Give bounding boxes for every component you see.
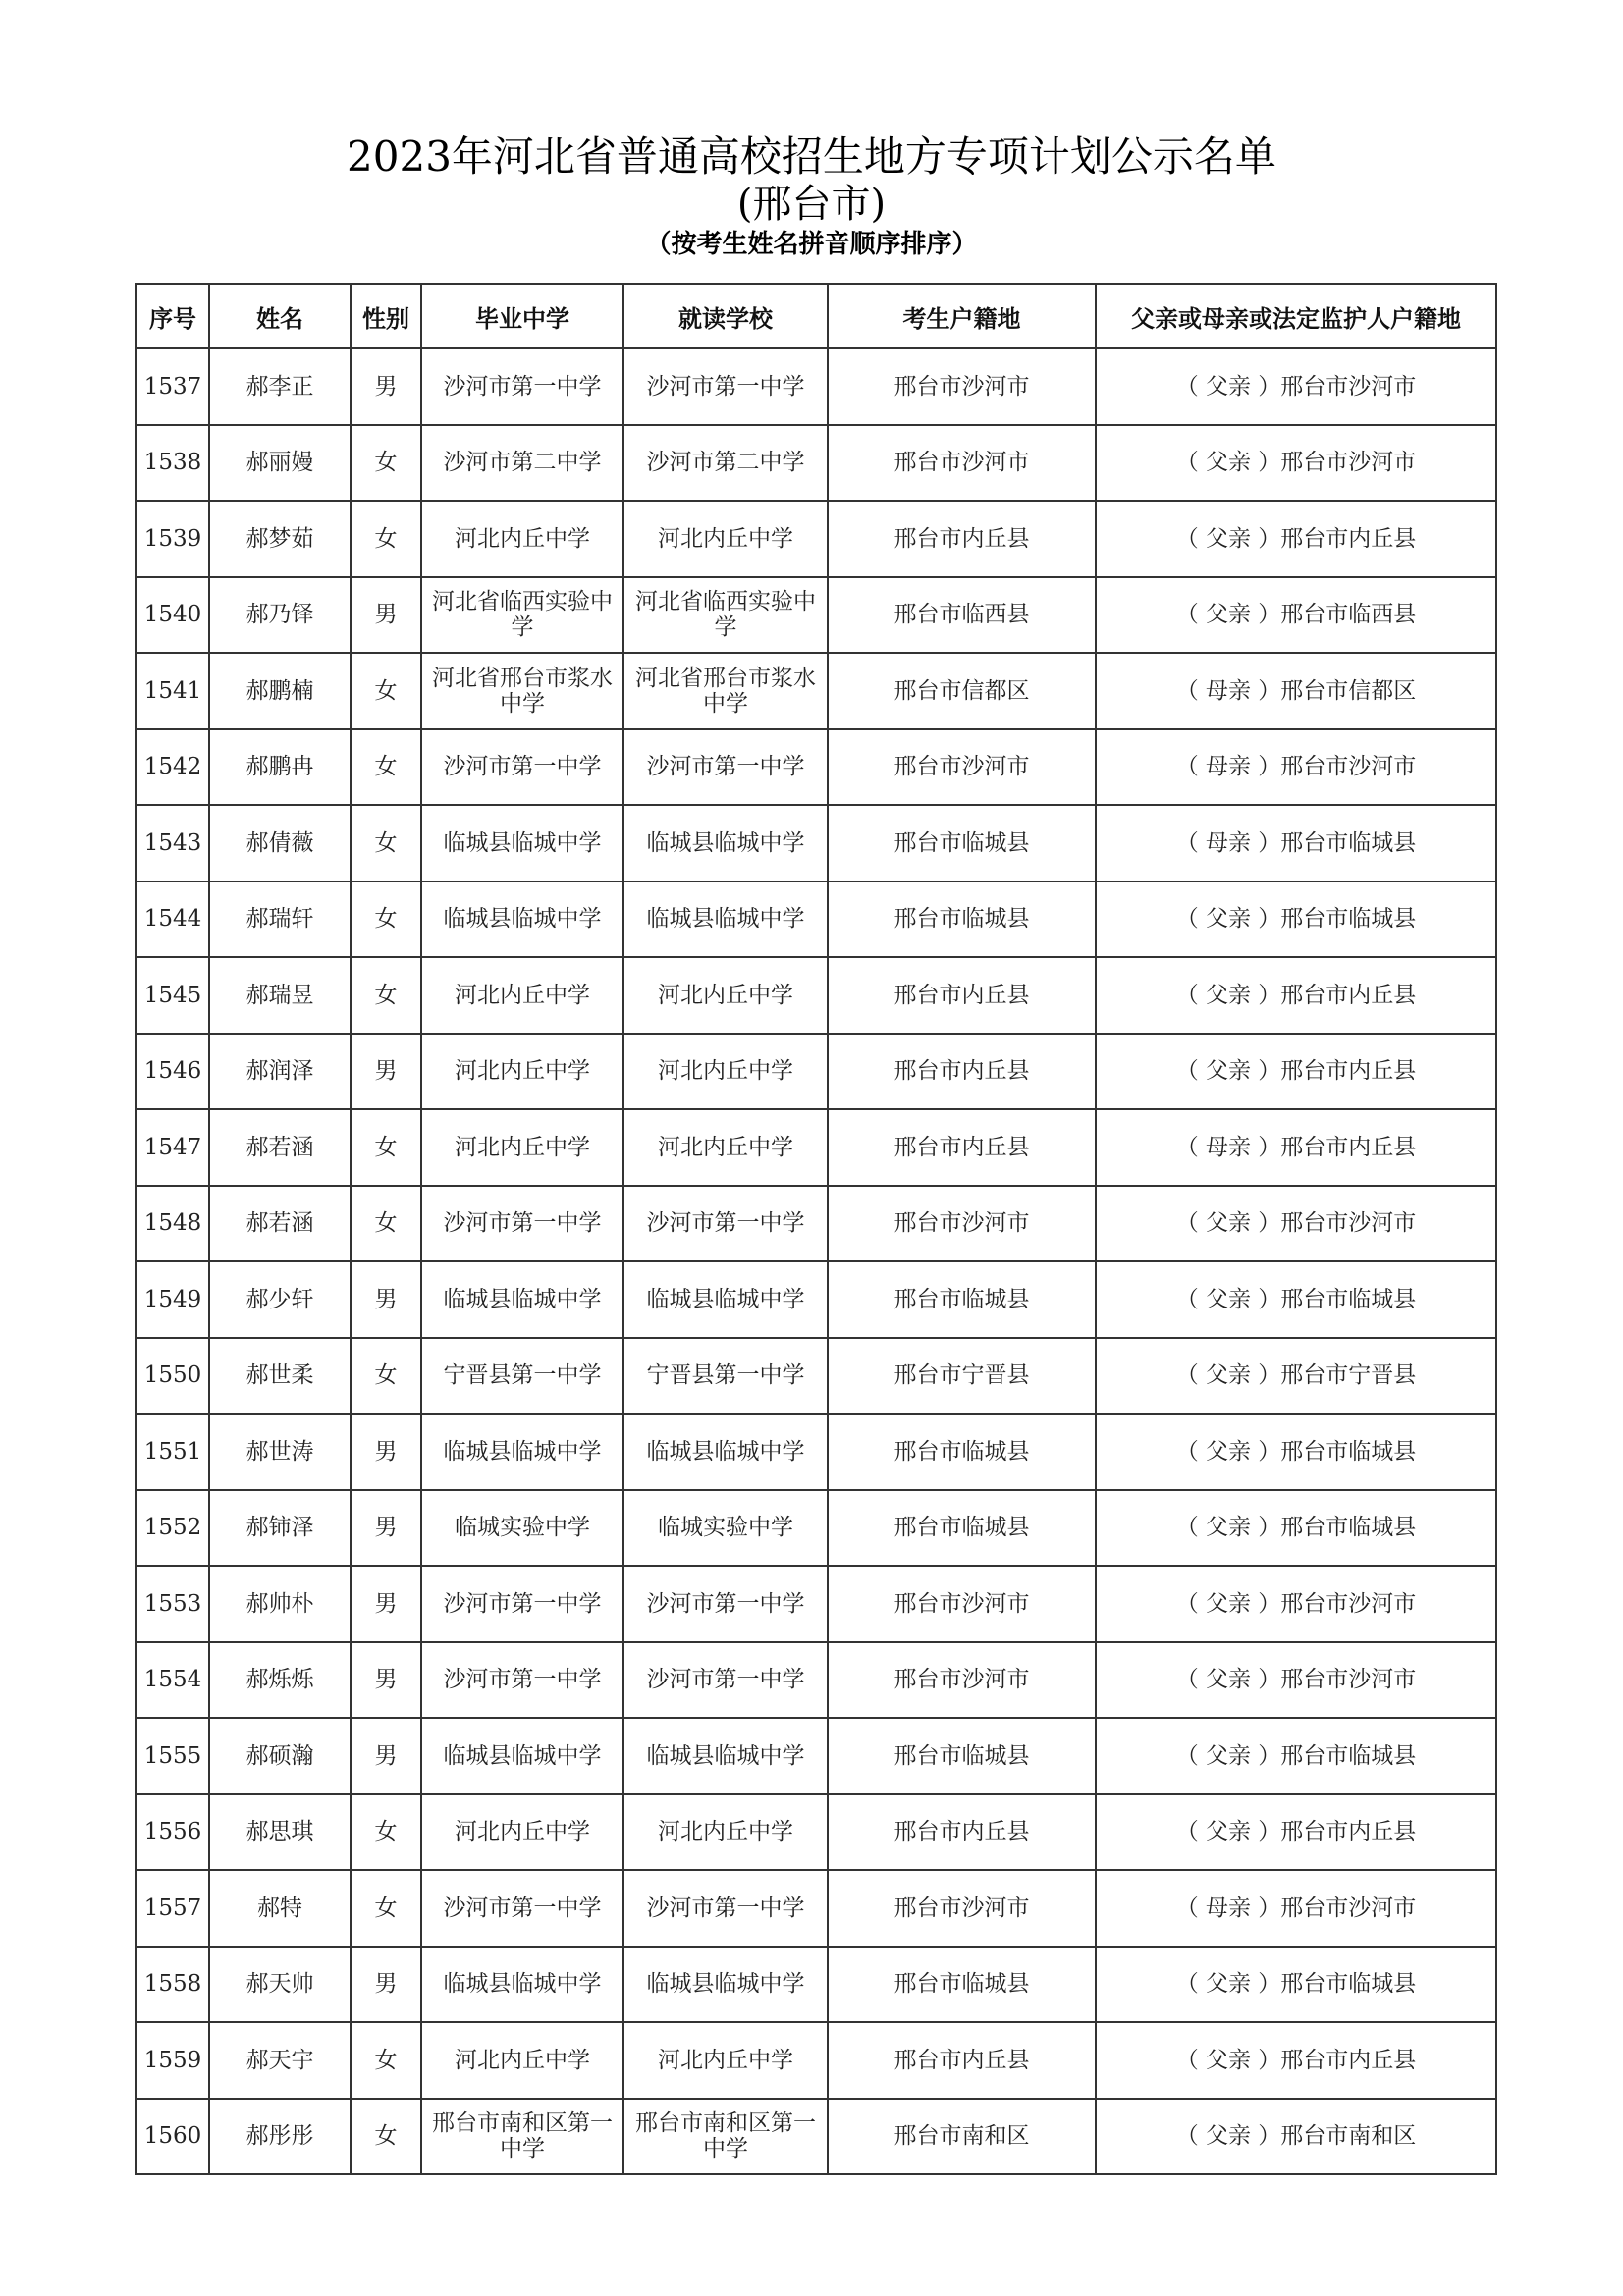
cell-number: 1546 (136, 1034, 209, 1110)
cell-residence: 邢台市内丘县 (828, 1109, 1096, 1186)
header-gender: 性别 (351, 284, 421, 348)
cell-guardian-residence: （ 父亲 ）邢台市临城县 (1096, 1947, 1496, 2023)
table-row (136, 729, 1496, 806)
cell-current-school: 沙河市第二中学 (623, 425, 828, 502)
cell-name: 郝乃铎 (209, 577, 351, 654)
cell-current-school: 沙河市第一中学 (623, 348, 828, 425)
cell-name: 郝瑞昱 (209, 957, 351, 1034)
table-row (136, 957, 1496, 1034)
table-row (136, 1947, 1496, 2023)
cell-gender: 女 (351, 2099, 421, 2175)
cell-residence: 邢台市临城县 (828, 805, 1096, 881)
cell-guardian-residence: （ 父亲 ）邢台市沙河市 (1096, 1642, 1496, 1719)
document-subtitle: (邢台市) (736, 182, 887, 227)
cell-residence: 邢台市沙河市 (828, 425, 1096, 502)
cell-gender: 女 (351, 425, 421, 502)
cell-guardian-residence: （ 父亲 ）邢台市内丘县 (1096, 2022, 1496, 2099)
cell-gender: 男 (351, 577, 421, 654)
table-row (136, 653, 1496, 729)
cell-residence: 邢台市临城县 (828, 1947, 1096, 2023)
table-row (136, 1338, 1496, 1415)
cell-graduation-school: 河北省临西实验中学 (421, 577, 623, 654)
cell-guardian-residence: （ 母亲 ）邢台市内丘县 (1096, 1109, 1496, 1186)
table-row (136, 2099, 1496, 2175)
header-current-school: 就读学校 (623, 284, 828, 348)
cell-current-school: 河北内丘中学 (623, 1794, 828, 1871)
cell-guardian-residence: （ 父亲 ）邢台市南和区 (1096, 2099, 1496, 2175)
cell-current-school: 沙河市第一中学 (623, 1642, 828, 1719)
cell-guardian-residence: （ 父亲 ）邢台市临城县 (1096, 1718, 1496, 1794)
cell-guardian-residence: （ 父亲 ）邢台市临城县 (1096, 1414, 1496, 1490)
cell-number: 1541 (136, 653, 209, 729)
cell-graduation-school: 沙河市第一中学 (421, 729, 623, 806)
cell-number: 1554 (136, 1642, 209, 1719)
cell-residence: 邢台市宁晋县 (828, 1338, 1096, 1415)
cell-guardian-residence: （ 父亲 ）邢台市沙河市 (1096, 1566, 1496, 1642)
cell-current-school: 临城县临城中学 (623, 881, 828, 958)
cell-graduation-school: 沙河市第一中学 (421, 1642, 623, 1719)
cell-name: 郝思琪 (209, 1794, 351, 1871)
cell-graduation-school: 临城县临城中学 (421, 1414, 623, 1490)
cell-name: 郝少轩 (209, 1261, 351, 1338)
table-header-row (136, 284, 1496, 348)
cell-number: 1555 (136, 1718, 209, 1794)
cell-graduation-school: 河北内丘中学 (421, 2022, 623, 2099)
table-row (136, 1490, 1496, 1567)
cell-guardian-residence: （ 父亲 ）邢台市内丘县 (1096, 957, 1496, 1034)
cell-current-school: 临城县临城中学 (623, 805, 828, 881)
table-row (136, 881, 1496, 958)
cell-guardian-residence: （ 父亲 ）邢台市沙河市 (1096, 348, 1496, 425)
table-row (136, 1109, 1496, 1186)
cell-current-school: 河北内丘中学 (623, 1109, 828, 1186)
cell-residence: 邢台市内丘县 (828, 2022, 1096, 2099)
cell-gender: 男 (351, 348, 421, 425)
table-row (136, 805, 1496, 881)
cell-gender: 女 (351, 1109, 421, 1186)
cell-gender: 女 (351, 729, 421, 806)
cell-name: 郝世涛 (209, 1414, 351, 1490)
cell-current-school: 沙河市第一中学 (623, 1870, 828, 1947)
cell-number: 1548 (136, 1186, 209, 1262)
table-row (136, 501, 1496, 577)
cell-guardian-residence: （ 母亲 ）邢台市临城县 (1096, 805, 1496, 881)
document-title: 2023年河北省普通高校招生地方专项计划公示名单 (347, 133, 1276, 181)
cell-number: 1539 (136, 501, 209, 577)
cell-residence: 邢台市内丘县 (828, 1794, 1096, 1871)
table-row (136, 1414, 1496, 1490)
cell-guardian-residence: （ 父亲 ）邢台市内丘县 (1096, 1034, 1496, 1110)
cell-name: 郝若涵 (209, 1186, 351, 1262)
cell-name: 郝瑞轩 (209, 881, 351, 958)
cell-current-school: 河北内丘中学 (623, 957, 828, 1034)
cell-graduation-school: 临城县临城中学 (421, 1947, 623, 2023)
cell-current-school: 邢台市南和区第一中学 (623, 2099, 828, 2175)
cell-current-school: 河北内丘中学 (623, 1034, 828, 1110)
cell-graduation-school: 临城县临城中学 (421, 881, 623, 958)
cell-name: 郝帅朴 (209, 1566, 351, 1642)
cell-number: 1549 (136, 1261, 209, 1338)
cell-name: 郝世柔 (209, 1338, 351, 1415)
cell-current-school: 河北内丘中学 (623, 2022, 828, 2099)
cell-gender: 男 (351, 1414, 421, 1490)
cell-residence: 邢台市沙河市 (828, 1186, 1096, 1262)
cell-current-school: 沙河市第一中学 (623, 1566, 828, 1642)
cell-name: 郝倩薇 (209, 805, 351, 881)
cell-graduation-school: 沙河市第一中学 (421, 348, 623, 425)
cell-graduation-school: 临城实验中学 (421, 1490, 623, 1567)
cell-graduation-school: 河北内丘中学 (421, 1109, 623, 1186)
cell-number: 1551 (136, 1414, 209, 1490)
cell-graduation-school: 河北省邢台市浆水中学 (421, 653, 623, 729)
cell-residence: 邢台市内丘县 (828, 501, 1096, 577)
cell-graduation-school: 宁晋县第一中学 (421, 1338, 623, 1415)
header-graduation-school: 毕业中学 (421, 284, 623, 348)
header-residence: 考生户籍地 (828, 284, 1096, 348)
table-row (136, 1870, 1496, 1947)
cell-name: 郝烁烁 (209, 1642, 351, 1719)
cell-current-school: 河北省邢台市浆水中学 (623, 653, 828, 729)
sort-note: （按考生姓名拼音顺序排序） (645, 230, 978, 259)
cell-current-school: 沙河市第一中学 (623, 729, 828, 806)
cell-gender: 男 (351, 1947, 421, 2023)
cell-residence: 邢台市沙河市 (828, 348, 1096, 425)
cell-residence: 邢台市临城县 (828, 1414, 1096, 1490)
cell-name: 郝若涵 (209, 1109, 351, 1186)
cell-name: 郝梦茹 (209, 501, 351, 577)
cell-guardian-residence: （ 父亲 ）邢台市临城县 (1096, 1490, 1496, 1567)
cell-guardian-residence: （ 父亲 ）邢台市临城县 (1096, 1261, 1496, 1338)
cell-number: 1556 (136, 1794, 209, 1871)
cell-graduation-school: 河北内丘中学 (421, 1034, 623, 1110)
cell-gender: 女 (351, 2022, 421, 2099)
cell-name: 郝铈泽 (209, 1490, 351, 1567)
cell-name: 郝彤彤 (209, 2099, 351, 2175)
cell-residence: 邢台市沙河市 (828, 1870, 1096, 1947)
cell-graduation-school: 河北内丘中学 (421, 957, 623, 1034)
cell-graduation-school: 邢台市南和区第一中学 (421, 2099, 623, 2175)
cell-gender: 男 (351, 1642, 421, 1719)
cell-guardian-residence: （ 母亲 ）邢台市沙河市 (1096, 729, 1496, 806)
cell-name: 郝特 (209, 1870, 351, 1947)
candidate-table (135, 283, 1497, 2175)
cell-current-school: 沙河市第一中学 (623, 1186, 828, 1262)
table-row (136, 577, 1496, 654)
cell-current-school: 临城县临城中学 (623, 1947, 828, 2023)
table-row (136, 1261, 1496, 1338)
cell-number: 1560 (136, 2099, 209, 2175)
cell-graduation-school: 沙河市第一中学 (421, 1186, 623, 1262)
cell-graduation-school: 河北内丘中学 (421, 501, 623, 577)
cell-gender: 男 (351, 1490, 421, 1567)
cell-guardian-residence: （ 父亲 ）邢台市沙河市 (1096, 1186, 1496, 1262)
table-row (136, 1794, 1496, 1871)
cell-gender: 女 (351, 653, 421, 729)
cell-gender: 男 (351, 1261, 421, 1338)
header-guardian-residence: 父亲或母亲或法定监护人户籍地 (1096, 284, 1496, 348)
cell-name: 郝鹏冉 (209, 729, 351, 806)
cell-current-school: 宁晋县第一中学 (623, 1338, 828, 1415)
table-row (136, 1718, 1496, 1794)
cell-name: 郝丽嫚 (209, 425, 351, 502)
cell-residence: 邢台市内丘县 (828, 957, 1096, 1034)
cell-guardian-residence: （ 母亲 ）邢台市沙河市 (1096, 1870, 1496, 1947)
cell-number: 1550 (136, 1338, 209, 1415)
cell-gender: 男 (351, 1718, 421, 1794)
cell-residence: 邢台市临城县 (828, 881, 1096, 958)
cell-gender: 女 (351, 957, 421, 1034)
cell-gender: 女 (351, 501, 421, 577)
cell-guardian-residence: （ 父亲 ）邢台市沙河市 (1096, 425, 1496, 502)
cell-current-school: 临城县临城中学 (623, 1718, 828, 1794)
cell-guardian-residence: （ 父亲 ）邢台市临城县 (1096, 881, 1496, 958)
table-row (136, 1034, 1496, 1110)
cell-current-school: 河北省临西实验中学 (623, 577, 828, 654)
cell-current-school: 河北内丘中学 (623, 501, 828, 577)
cell-current-school: 临城实验中学 (623, 1490, 828, 1567)
cell-graduation-school: 沙河市第一中学 (421, 1870, 623, 1947)
cell-graduation-school: 河北内丘中学 (421, 1794, 623, 1871)
cell-residence: 邢台市信都区 (828, 653, 1096, 729)
cell-number: 1542 (136, 729, 209, 806)
table-row (136, 2022, 1496, 2099)
cell-number: 1538 (136, 425, 209, 502)
cell-graduation-school: 沙河市第二中学 (421, 425, 623, 502)
header-name: 姓名 (209, 284, 351, 348)
cell-number: 1537 (136, 348, 209, 425)
cell-gender: 男 (351, 1566, 421, 1642)
cell-residence: 邢台市沙河市 (828, 1642, 1096, 1719)
cell-gender: 女 (351, 881, 421, 958)
cell-residence: 邢台市临西县 (828, 577, 1096, 654)
cell-name: 郝天帅 (209, 1947, 351, 2023)
cell-guardian-residence: （ 父亲 ）邢台市临西县 (1096, 577, 1496, 654)
cell-residence: 邢台市沙河市 (828, 1566, 1096, 1642)
cell-name: 郝润泽 (209, 1034, 351, 1110)
cell-guardian-residence: （ 母亲 ）邢台市信都区 (1096, 653, 1496, 729)
cell-gender: 女 (351, 1794, 421, 1871)
header-number: 序号 (136, 284, 209, 348)
cell-guardian-residence: （ 父亲 ）邢台市宁晋县 (1096, 1338, 1496, 1415)
cell-gender: 男 (351, 1034, 421, 1110)
cell-number: 1552 (136, 1490, 209, 1567)
cell-number: 1544 (136, 881, 209, 958)
table-row (136, 425, 1496, 502)
cell-residence: 邢台市临城县 (828, 1261, 1096, 1338)
cell-number: 1553 (136, 1566, 209, 1642)
table-row (136, 1566, 1496, 1642)
cell-residence: 邢台市南和区 (828, 2099, 1096, 2175)
cell-graduation-school: 临城县临城中学 (421, 1261, 623, 1338)
cell-residence: 邢台市沙河市 (828, 729, 1096, 806)
cell-gender: 女 (351, 1338, 421, 1415)
cell-number: 1545 (136, 957, 209, 1034)
cell-graduation-school: 临城县临城中学 (421, 1718, 623, 1794)
cell-guardian-residence: （ 父亲 ）邢台市内丘县 (1096, 501, 1496, 577)
cell-graduation-school: 临城县临城中学 (421, 805, 623, 881)
cell-residence: 邢台市临城县 (828, 1718, 1096, 1794)
cell-number: 1558 (136, 1947, 209, 2023)
cell-gender: 女 (351, 1870, 421, 1947)
table-row (136, 348, 1496, 425)
cell-gender: 女 (351, 805, 421, 881)
cell-current-school: 临城县临城中学 (623, 1414, 828, 1490)
cell-number: 1557 (136, 1870, 209, 1947)
cell-number: 1547 (136, 1109, 209, 1186)
cell-name: 郝鹏楠 (209, 653, 351, 729)
cell-graduation-school: 沙河市第一中学 (421, 1566, 623, 1642)
cell-number: 1559 (136, 2022, 209, 2099)
cell-name: 郝天宇 (209, 2022, 351, 2099)
cell-residence: 邢台市内丘县 (828, 1034, 1096, 1110)
cell-residence: 邢台市临城县 (828, 1490, 1096, 1567)
cell-number: 1540 (136, 577, 209, 654)
cell-name: 郝硕瀚 (209, 1718, 351, 1794)
table-row (136, 1186, 1496, 1262)
cell-number: 1543 (136, 805, 209, 881)
table-row (136, 1642, 1496, 1719)
cell-guardian-residence: （ 父亲 ）邢台市内丘县 (1096, 1794, 1496, 1871)
cell-current-school: 临城县临城中学 (623, 1261, 828, 1338)
cell-name: 郝李正 (209, 348, 351, 425)
cell-gender: 女 (351, 1186, 421, 1262)
